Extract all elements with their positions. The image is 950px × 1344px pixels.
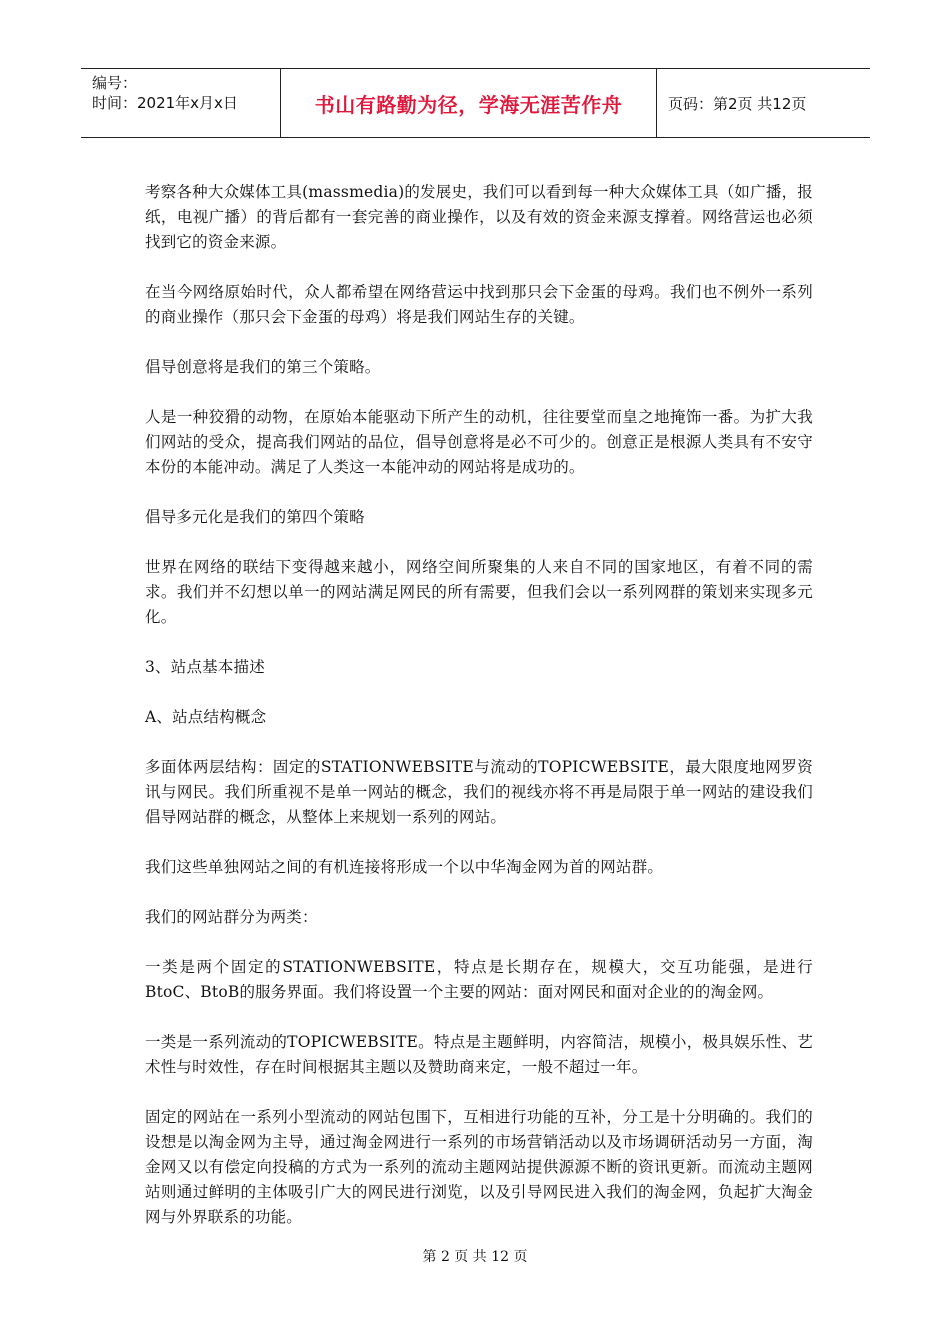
paragraph: 在当今网络原始时代，众人都希望在网络营运中找到那只会下金蛋的母鸡。我们也不例外一系列的商业操作（那只会下金蛋的母鸡）将是我们网站生存的关键。 <box>145 283 813 326</box>
number-label: 编号： <box>92 74 138 92</box>
paragraph: 我们这些单独网站之间的有机连接将形成一个以中华淘金网为首的网站群。 <box>145 858 664 876</box>
paragraph: 世界在网络的联结下变得越来越小，网络空间所聚集的人来自不同的国家地区，有着不同的需求。我们并不幻想以单一的网站满足网民的所有需要，但我们会以一系列网群的策划来实现多元化。 <box>145 558 813 626</box>
header-meta-cell <box>81 69 281 137</box>
section-heading: 3、站点基本描述 <box>145 658 265 676</box>
paragraph: 固定的网站在一系列小型流动的网站包围下，互相进行功能的互补，分工是十分明确的。我们的设想是以淘金网为主导，通过淘金网进行一系列的市场营销活动以及市场调研活动另一方面，淘金网又以有偿定向投稿的方式为一系列的流动主题网站提供源源不断的资讯更新。而流动主题网站则通过鲜明的主体吸引广大的网民进行浏览，以及引导网民进入我们的淘金网，负起扩大淘金网与外界联系的功能。 <box>145 1108 813 1226</box>
motto: 书山有路勤为径，学海无涯苦作舟 <box>281 69 657 137</box>
header-table <box>81 68 870 138</box>
document-body <box>145 180 813 1255</box>
page-footer: 第 2 页 共 12 页 <box>422 1249 528 1265</box>
page-label: 页码：第2页 共12页 <box>668 94 807 113</box>
paragraph: 考察各种大众媒体工具(massmedia)的发展史，我们可以看到每一种大众媒体工具（如广播，报纸，电视广播）的背后都有一套完善的商业操作，以及有效的资金来源支撑着。网络营运也必须找到它的资金来源。 <box>145 183 813 251</box>
subsection-heading: A、站点结构概念 <box>145 708 267 726</box>
paragraph: 倡导创意将是我们的第三个策略。 <box>145 358 381 376</box>
paragraph: 人是一种狡猾的动物，在原始本能驱动下所产生的动机，往往要堂而皇之地掩饰一番。为扩大我们网站的受众，提高我们网站的品位，倡导创意将是必不可少的。创意正是根源人类具有不安守本份的本能冲动。满足了人类这一本能冲动的网站将是成功的。 <box>145 408 813 476</box>
paragraph: 倡导多元化是我们的第四个策略 <box>145 508 365 526</box>
paragraph: 一类是一系列流动的TOPICWEBSITE。特点是主题鲜明，内容简洁，规模小，极具娱乐性、艺术性与时效性，存在时间根据其主题以及赞助商来定，一般不超过一年。 <box>145 1033 813 1076</box>
paragraph: 多面体两层结构：固定的STATIONWEBSITE与流动的TOPICWEBSITE，最大限度地网罗资讯与网民。我们所重视不是单一网站的概念，我们的视线亦将不再是局限于单一网站的建设我们倡导网站群的概念，从整体上来规划一系列的网站。 <box>145 758 813 826</box>
time-label: 时间：2021年x月x日 <box>92 94 238 112</box>
paragraph: 我们的网站群分为两类： <box>145 908 318 926</box>
paragraph: 一类是两个固定的STATIONWEBSITE，特点是长期存在，规模大，交互功能强，是进行BtoC、BtoB的服务界面。我们将设置一个主要的网站：面对网民和面对企业的的淘金网。 <box>145 958 813 1001</box>
